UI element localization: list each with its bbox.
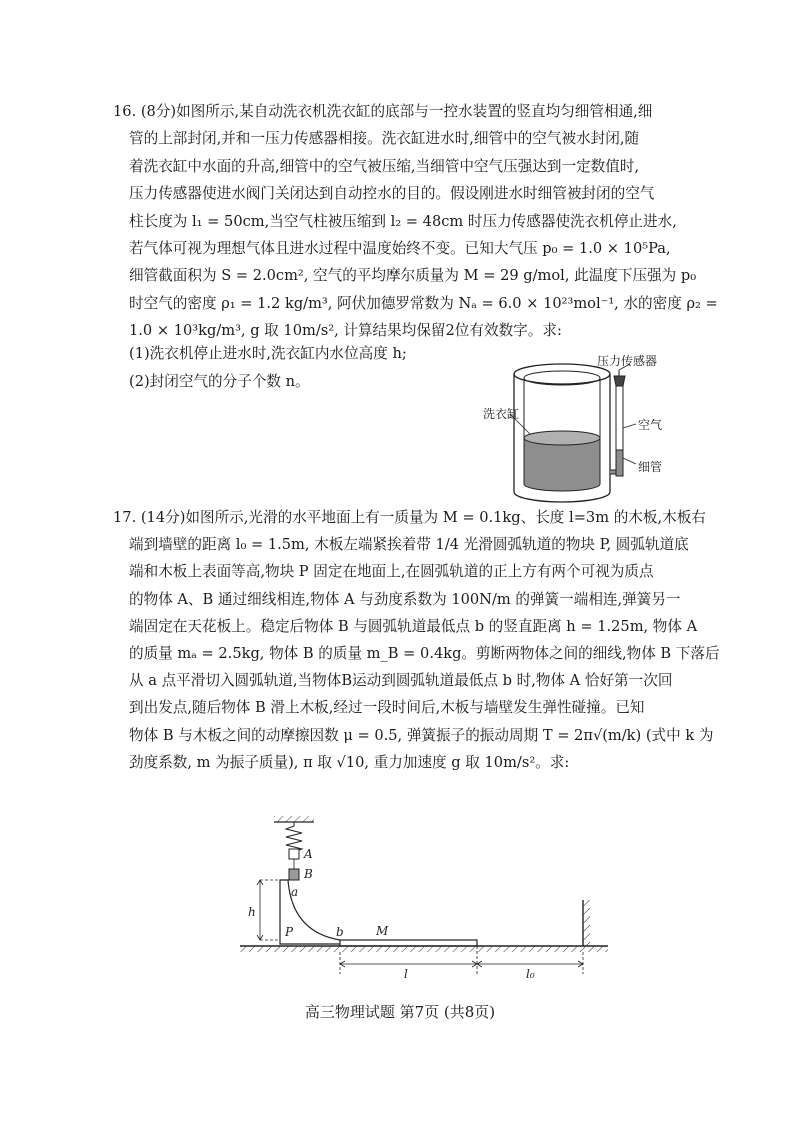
q16-line: 时空气的密度 ρ₁ = 1.2 kg/m³, 阿伏加德罗常数为 Nₐ = 6.0 × 10²³mol⁻¹, 水的密度 ρ₂ = — [129, 294, 718, 312]
q16-subquestion-2: (2)封闭空气的分子个数 n。 — [129, 373, 310, 390]
wall — [583, 900, 590, 946]
ground — [240, 946, 608, 952]
q16-subquestion-1: (1)洗衣机停止进水时,洗衣缸内水位高度 h; — [129, 345, 407, 362]
q17-line: 从 a 点平滑切入圆弧轨道,当物体B运动到圆弧轨道最低点 b 时,物体 A 恰好第一次回 — [129, 672, 673, 690]
q17-line: 17. (14分)如图所示,光滑的水平地面上有一质量为 M = 0.1kg、长度 l=3m 的木板,木板右 — [113, 509, 706, 526]
q17-line: 到出发点,随后物体 B 滑上木板,经过一段时间后,木板与墙壁发生弹性碰撞。已知 — [129, 699, 645, 717]
label-B: B — [304, 867, 313, 881]
water-surface — [524, 431, 600, 445]
q17-line: 物体 B 与木板之间的动摩擦因数 μ = 0.5, 弹簧振子的振动周期 T = 2π√(m/k) (式中 k 为 — [129, 726, 714, 744]
q17-line: 的物体 A、B 通过细线相连,物体 A 与劲度系数为 100N/m 的弹簧一端相连,弹簧另一 — [129, 590, 681, 608]
label-pressure-sensor: 压力传感器 — [597, 354, 658, 368]
spring-board-figure — [236, 812, 616, 987]
q17-line: 端到墙壁的距离 l₀ = 1.5m, 木板左端紧挨着带 1/4 光滑圆弧轨道的物块 P, 圆弧轨道底 — [129, 536, 689, 554]
board-M — [340, 940, 477, 946]
tube-water — [616, 450, 623, 476]
q17-line: 端和木板上表面等高,物块 P 固定在地面上,在圆弧轨道的正上方有两个可视为质点 — [129, 563, 654, 581]
q16-text — [113, 98, 718, 345]
label-l0: l₀ — [526, 967, 535, 981]
q16-line: 1.0 × 10³kg/m³, g 取 10m/s², 计算结果均保留2位有效数字。求: — [129, 322, 562, 340]
q16-line: 管的上部封闭,并和一压力传感器相接。洗衣缸进水时,细管中的空气被水封闭,随 — [129, 130, 640, 148]
block-A — [289, 849, 299, 859]
label-l: l — [404, 967, 408, 981]
label-b: b — [336, 925, 344, 939]
label-thin-tube: 细管 — [638, 460, 663, 474]
q16-line: 若气体可视为理想气体且进水过程中温度始终不变。已知大气压 p₀ = 1.0 × 10⁵Pa, — [129, 240, 671, 258]
q17-line: 的质量 mₐ = 2.5kg, 物体 B 的质量 m_B = 0.4kg。剪断两物体之间的细线,物体 B 下落后 — [129, 645, 720, 663]
water-body — [524, 438, 600, 491]
q17-text — [113, 504, 720, 776]
q16-line: 着洗衣缸中水面的升高,细管中的空气被压缩,当细管中空气压强达到一定数值时, — [129, 157, 640, 175]
q16-line: 柱长度为 l₁ = 50cm,当空气柱被压缩到 l₂ = 48cm 时压力传感器使洗衣机停止进水, — [129, 212, 677, 230]
q16-line: 压力传感器使进水阀门关闭达到自动控水的目的。假设刚进水时细管被封闭的空气 — [129, 185, 655, 203]
block-B — [289, 869, 299, 880]
q16-line: 16. (8分)如图所示,某自动洗衣机洗衣缸的底部与一控水装置的竖直均匀细管相通,细 — [113, 103, 653, 120]
label-P: P — [285, 925, 294, 939]
label-washing-tank: 洗衣缸 — [483, 407, 520, 421]
pressure-sensor-icon — [614, 376, 625, 386]
label-air: 空气 — [638, 418, 663, 432]
label-h: h — [248, 905, 256, 919]
label-M: M — [376, 924, 389, 938]
label-A: A — [304, 847, 313, 861]
page-footer: 高三物理试题 第7页 (共8页) — [304, 1003, 496, 1021]
q16-line: 细管截面积为 S = 2.0cm², 空气的平均摩尔质量为 M = 29 g/mol, 此温度下压强为 p₀ — [129, 267, 697, 285]
ceiling — [274, 816, 314, 822]
q17-line: 端固定在天花板上。稳定后物体 B 与圆弧轨道最低点 b 的竖直距离 h = 1.25m, 物体 A — [129, 617, 698, 635]
label-a: a — [291, 885, 299, 899]
q17-line: 劲度系数, m 为振子质量), π 取 √10, 重力加速度 g 取 10m/s²。求: — [129, 753, 570, 771]
